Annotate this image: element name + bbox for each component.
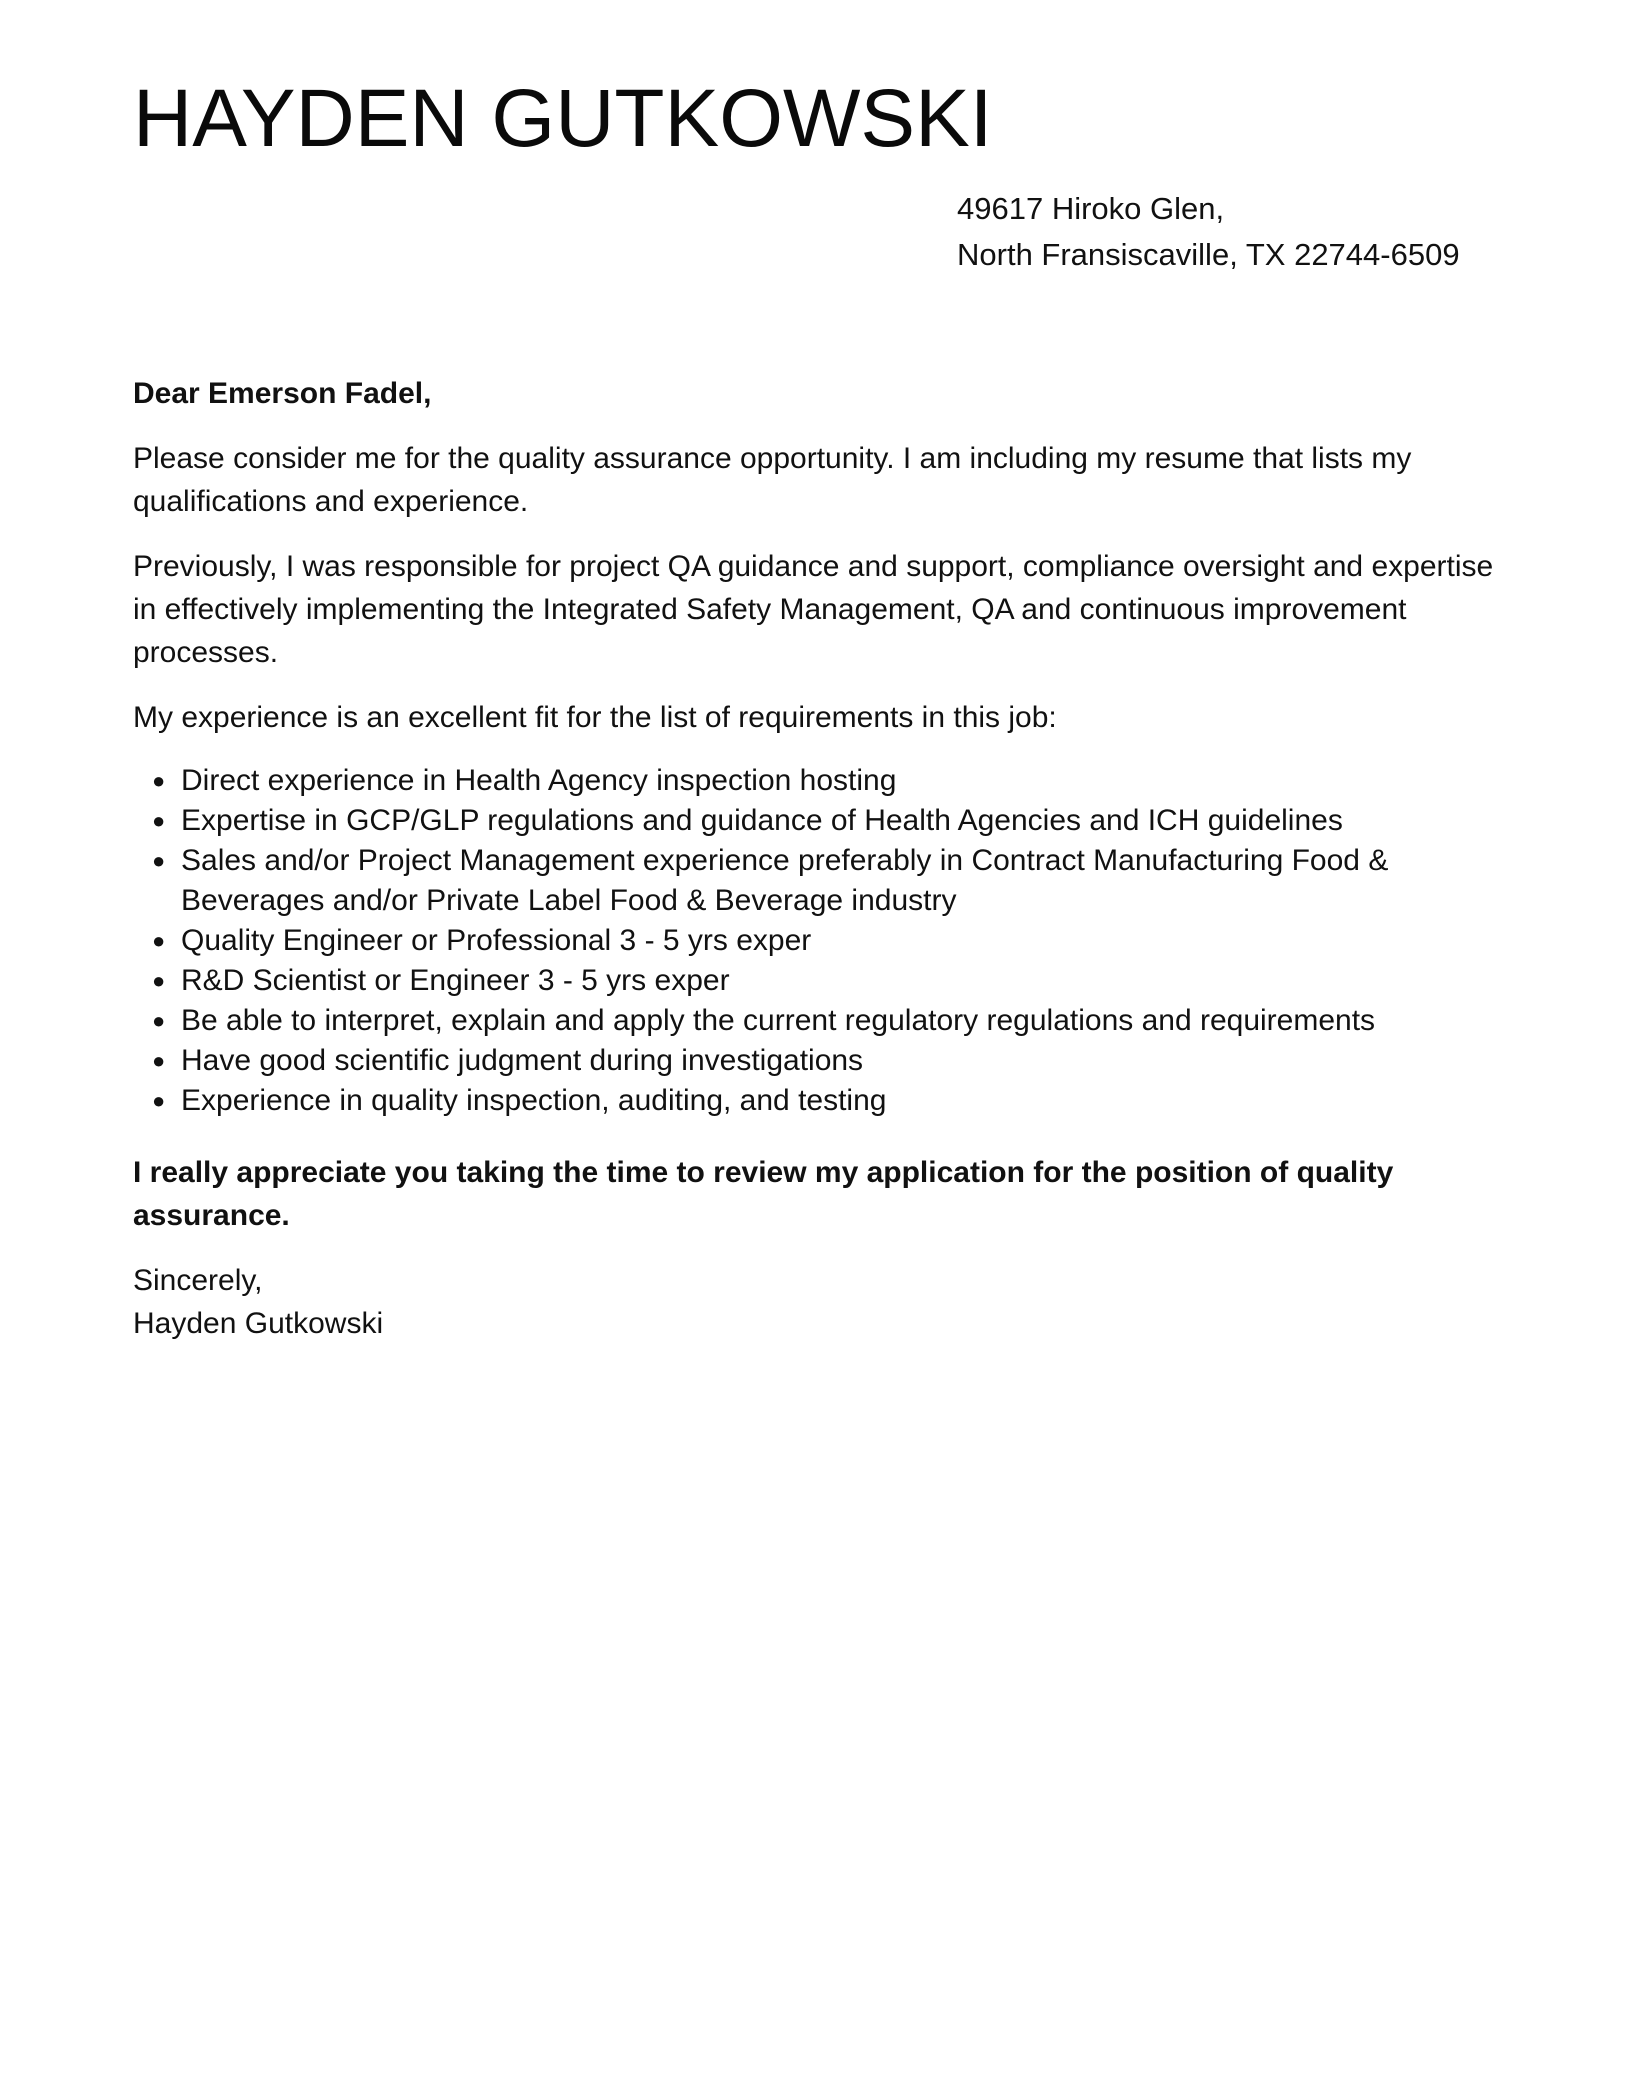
experience-paragraph: Previously, I was responsible for project QA guidance and support, compliance oversight and expertise in effectively implementing the Integrated Safety Management, QA and continuous improvement processes. — [133, 550, 1494, 669]
bullet-icon: ● — [152, 768, 166, 793]
list-item-text: Direct experience in Health Agency inspection hosting — [181, 764, 897, 797]
list-item — [152, 961, 1503, 1001]
closing-paragraph: I really appreciate you taking the time to review my application for the position of quality assurance. — [133, 1156, 1394, 1232]
signature-name: Hayden Gutkowski — [133, 1307, 384, 1340]
list-item — [152, 841, 1503, 921]
address-block — [957, 186, 1460, 278]
list-item-text: Sales and/or Project Management experience preferably in Contract Manufacturing Food & Beverages and/or Private Label Food & Beverage industry — [181, 844, 1389, 917]
address-line-1: 49617 Hiroko Glen, — [957, 191, 1225, 226]
bullet-icon: ● — [152, 1088, 166, 1113]
bullet-icon: ● — [152, 848, 166, 873]
bullet-icon: ● — [152, 928, 166, 953]
signoff: Sincerely, — [133, 1264, 263, 1297]
bullet-icon: ● — [152, 808, 166, 833]
salutation: Dear Emerson Fadel, — [133, 377, 432, 410]
requirements-list — [133, 761, 1503, 1121]
list-item-text: Experience in quality inspection, auditing, and testing — [181, 1084, 887, 1117]
bullet-icon: ● — [152, 1008, 166, 1033]
list-item — [152, 1081, 1503, 1121]
bullet-icon: ● — [152, 1048, 166, 1073]
applicant-name: HAYDEN GUTKOWSKI — [133, 73, 993, 164]
requirements-intro: My experience is an excellent fit for the list of requirements in this job: — [133, 701, 1057, 734]
list-item-text: R&D Scientist or Engineer 3 - 5 yrs exper — [181, 964, 730, 997]
list-item — [152, 1041, 1503, 1081]
letter-body — [133, 372, 1503, 1345]
list-item-text: Quality Engineer or Professional 3 - 5 yrs exper — [181, 924, 812, 957]
list-item-text: Expertise in GCP/GLP regulations and guidance of Health Agencies and ICH guidelines — [181, 804, 1343, 837]
intro-paragraph: Please consider me for the quality assurance opportunity. I am including my resume that lists my qualifications and experience. — [133, 442, 1412, 518]
bullet-icon: ● — [152, 968, 166, 993]
signoff-block — [133, 1259, 1503, 1345]
address-line-2: North Fransiscaville, TX 22744-6509 — [957, 237, 1460, 272]
list-item — [152, 761, 1503, 801]
list-item — [152, 1001, 1503, 1041]
list-item-text: Have good scientific judgment during investigations — [181, 1044, 864, 1077]
list-item-text: Be able to interpret, explain and apply the current regulatory regulations and requirements — [181, 1004, 1376, 1037]
list-item — [152, 921, 1503, 961]
list-item — [152, 801, 1503, 841]
